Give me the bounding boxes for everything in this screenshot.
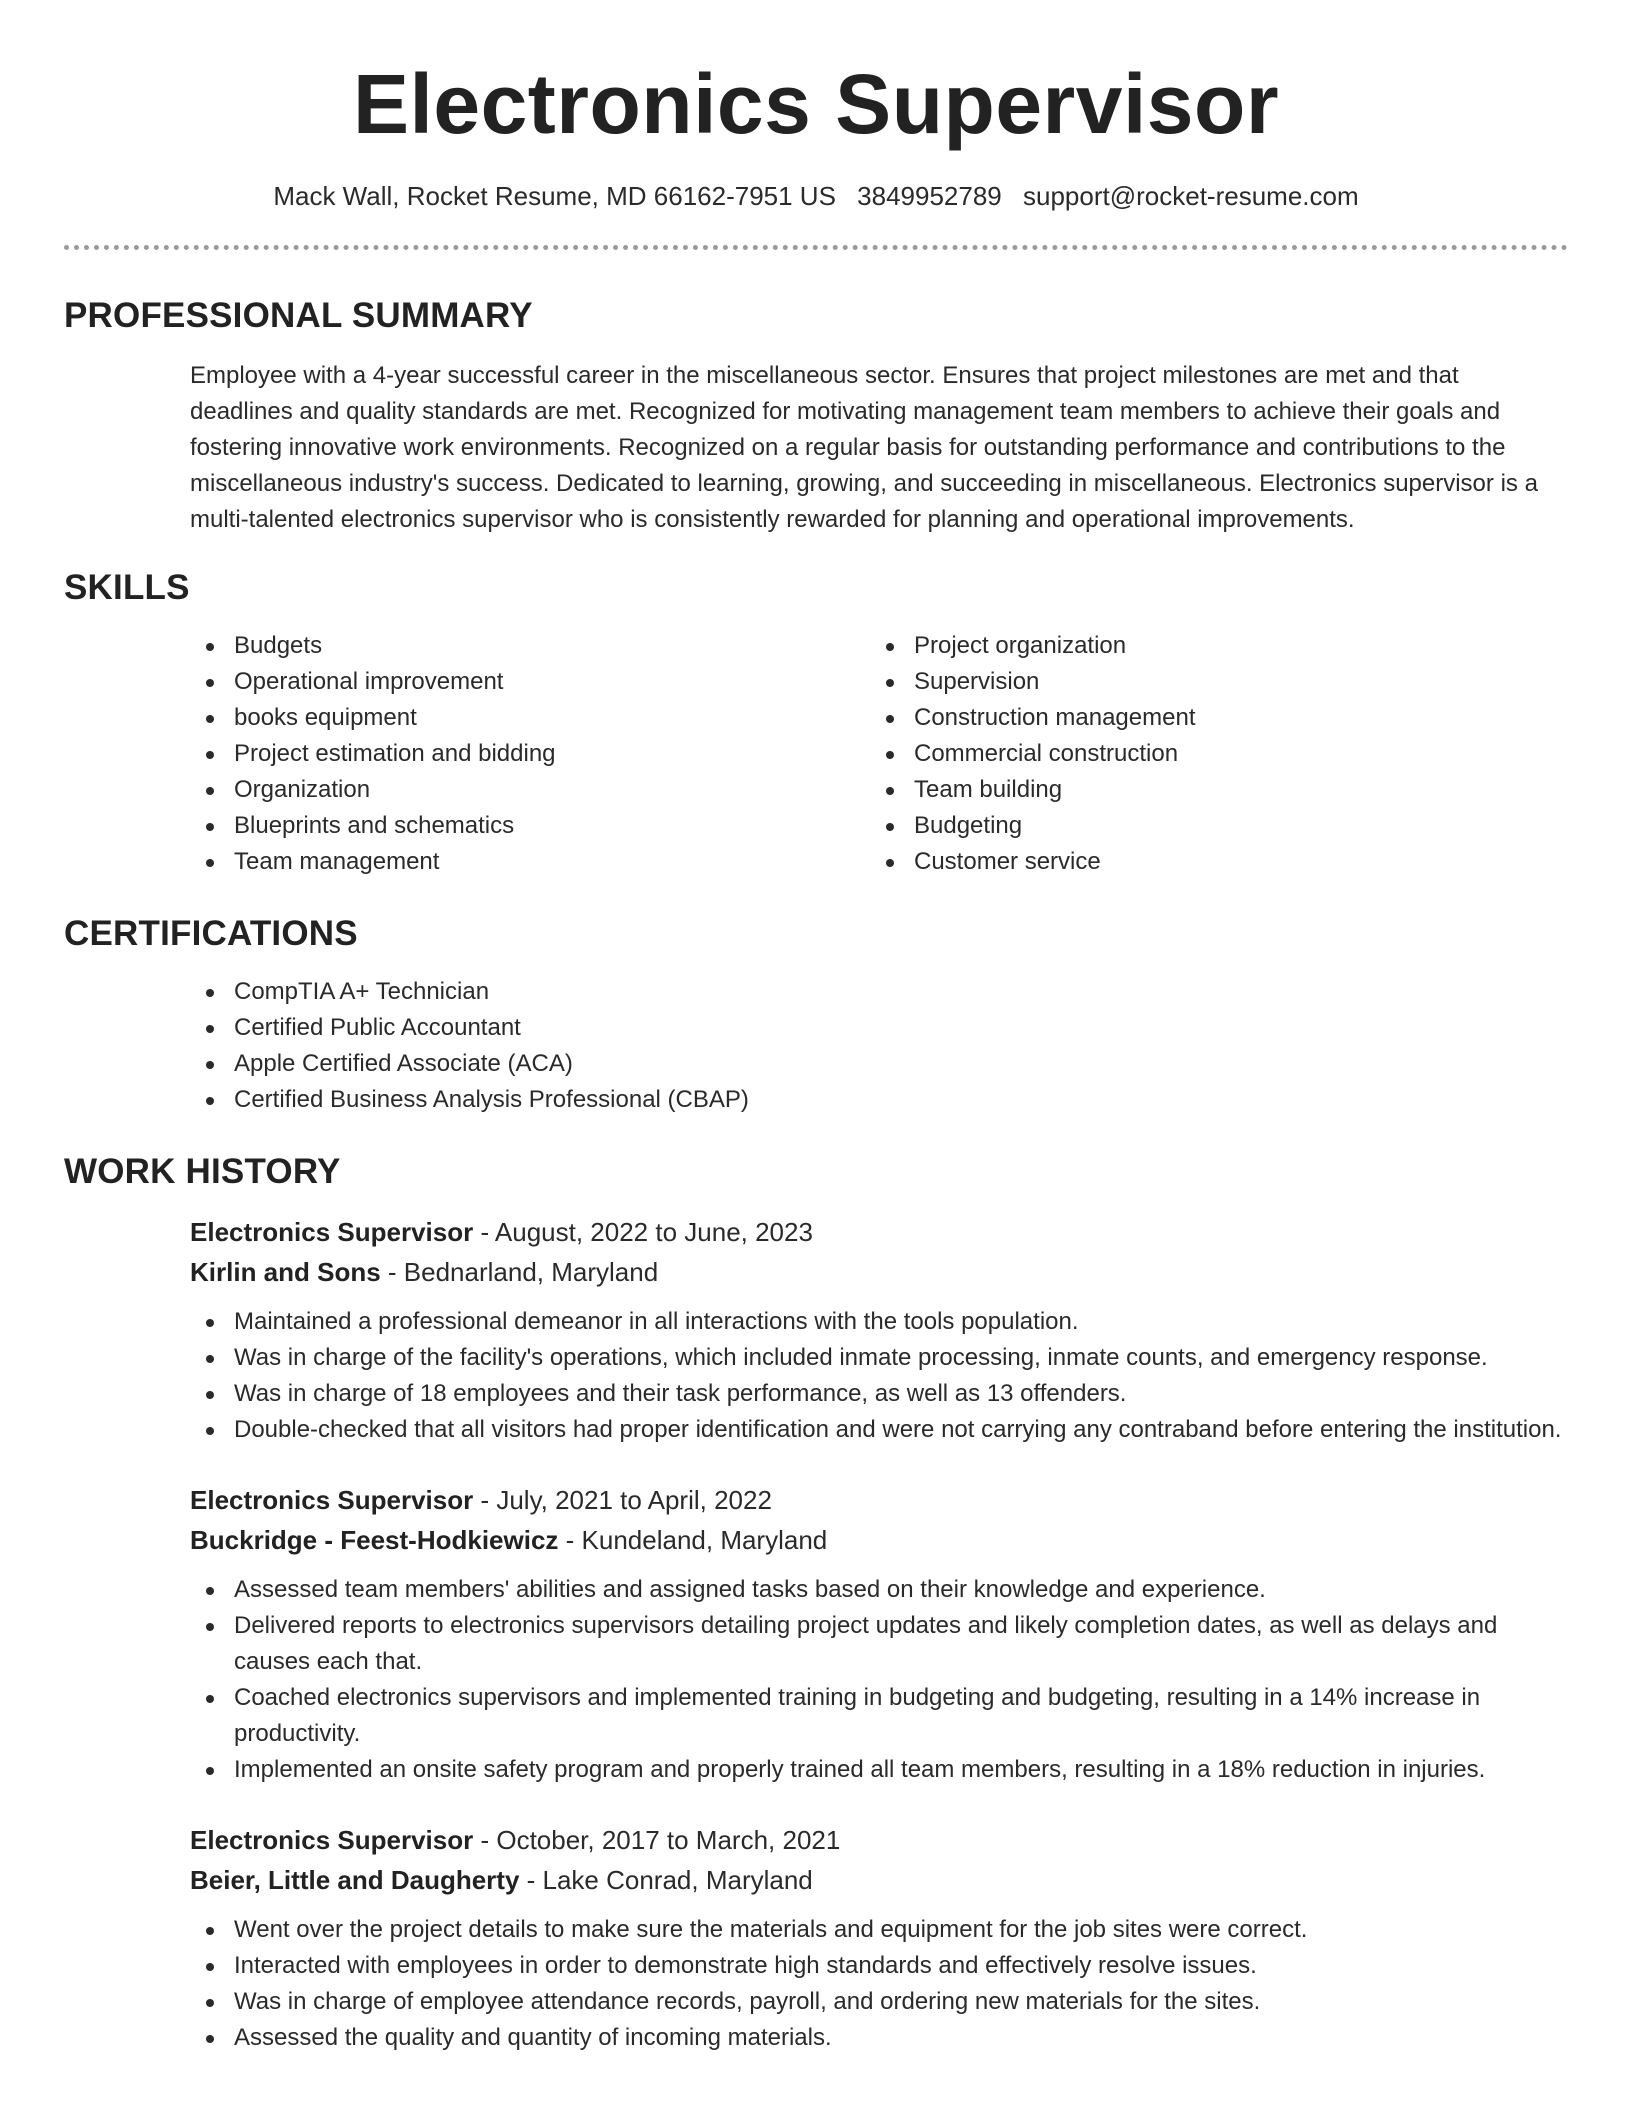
job-duty-item: Double-checked that all visitors had proper identification and were not carrying any contraband before entering the institution. bbox=[190, 1412, 1568, 1448]
skill-item: Organization bbox=[190, 772, 870, 808]
job-duty-item: Maintained a professional demeanor in all interactions with the tools population. bbox=[190, 1304, 1568, 1340]
skill-item: Operational improvement bbox=[190, 664, 870, 700]
skill-item: Budgeting bbox=[870, 808, 1550, 844]
job-entry bbox=[190, 1820, 1568, 2056]
job-duty-item: Coached electronics supervisors and implemented training in budgeting and budgeting, resulting in a 14% increase in productivity. bbox=[190, 1680, 1568, 1752]
job-duty-item: Implemented an onsite safety program and properly trained all team members, resulting in a 18% reduction in injuries. bbox=[190, 1752, 1568, 1788]
work-history-heading: WORK HISTORY bbox=[64, 1152, 341, 1191]
contact-phone: 3849952789 bbox=[857, 181, 1002, 211]
skills-grid bbox=[190, 628, 1568, 880]
certifications-heading: CERTIFICATIONS bbox=[64, 914, 358, 953]
certification-item: Certified Public Accountant bbox=[190, 1010, 1568, 1046]
job-title-line bbox=[190, 1480, 1568, 1520]
certifications-section bbox=[64, 912, 1568, 1118]
skill-item: Commercial construction bbox=[870, 736, 1550, 772]
job-location: - Bednarland, Maryland bbox=[380, 1257, 659, 1287]
skill-item: Construction management bbox=[870, 700, 1550, 736]
skills-list-right bbox=[870, 628, 1550, 880]
job-title-line bbox=[190, 1820, 1568, 1860]
job-duty-item: Assessed team members' abilities and assigned tasks based on their knowledge and experience. bbox=[190, 1572, 1568, 1608]
summary-text: Employee with a 4-year successful career in the miscellaneous sector. Ensures that project milestones are met and that deadlines and quality standards are met. Recognized for motivating management team members to achieve their goals and fostering innovative work environments. Recognized on a regular basis for outstanding performance and contributions to the miscellaneous industry's success. Dedicated to learning, growing, and succeeding in miscellaneous. Electronics supervisor is a multi-talented electronics supervisor who is consistently rewarded for planning and operational improvements. bbox=[190, 362, 1538, 533]
job-duty-item: Assessed the quality and quantity of incoming materials. bbox=[190, 2020, 1568, 2056]
job-title: Electronics Supervisor bbox=[190, 1217, 474, 1247]
job-duty-item: Interacted with employees in order to demonstrate high standards and effectively resolve issues. bbox=[190, 1948, 1568, 1984]
job-entry bbox=[190, 1480, 1568, 1788]
skill-item: Blueprints and schematics bbox=[190, 808, 870, 844]
job-duty-item: Was in charge of the facility's operations, which included inmate processing, inmate counts, and emergency response. bbox=[190, 1340, 1568, 1376]
contact-email: support@rocket-resume.com bbox=[1023, 181, 1359, 211]
summary-section bbox=[64, 294, 1568, 538]
job-company: Kirlin and Sons bbox=[190, 1257, 381, 1287]
skill-item: books equipment bbox=[190, 700, 870, 736]
job-title-line bbox=[190, 1212, 1568, 1252]
job-duty-item: Went over the project details to make sure the materials and equipment for the job sites were correct. bbox=[190, 1912, 1568, 1948]
job-duties-list bbox=[190, 1572, 1568, 1788]
summary-heading: PROFESSIONAL SUMMARY bbox=[64, 296, 533, 335]
job-duty-item: Was in charge of 18 employees and their task performance, as well as 13 offenders. bbox=[190, 1376, 1568, 1412]
contact-address: Mack Wall, Rocket Resume, MD 66162-7951 US bbox=[273, 181, 836, 211]
skill-item: Project estimation and bidding bbox=[190, 736, 870, 772]
skills-column-right bbox=[870, 628, 1550, 880]
certification-item: CompTIA A+ Technician bbox=[190, 974, 1568, 1010]
job-company-line bbox=[190, 1860, 1568, 1900]
skills-column-left bbox=[190, 628, 870, 880]
skills-section bbox=[64, 566, 1568, 880]
certification-item: Apple Certified Associate (ACA) bbox=[190, 1046, 1568, 1082]
job-title: Electronics Supervisor bbox=[190, 1825, 474, 1855]
skill-item: Budgets bbox=[190, 628, 870, 664]
contact-line bbox=[64, 179, 1568, 213]
job-dates: - October, 2017 to March, 2021 bbox=[473, 1825, 841, 1855]
skill-item: Project organization bbox=[870, 628, 1550, 664]
job-company: Beier, Little and Daugherty bbox=[190, 1865, 520, 1895]
resume-title: Electronics Supervisor bbox=[352, 57, 1280, 151]
skill-item: Team management bbox=[190, 844, 870, 880]
header-divider bbox=[64, 245, 1568, 250]
job-dates: - July, 2021 to April, 2022 bbox=[473, 1485, 772, 1515]
skill-item: Customer service bbox=[870, 844, 1550, 880]
job-location: - Lake Conrad, Maryland bbox=[519, 1865, 813, 1895]
job-duties-list bbox=[190, 1912, 1568, 2056]
job-entry bbox=[190, 1212, 1568, 1448]
job-dates: - August, 2022 to June, 2023 bbox=[473, 1217, 813, 1247]
job-title: Electronics Supervisor bbox=[190, 1485, 474, 1515]
job-company-line bbox=[190, 1252, 1568, 1292]
job-duty-item: Was in charge of employee attendance records, payroll, and ordering new materials for the sites. bbox=[190, 1984, 1568, 2020]
job-company-line bbox=[190, 1520, 1568, 1560]
job-company: Buckridge - Feest-Hodkiewicz bbox=[190, 1525, 559, 1555]
certification-item: Certified Business Analysis Professional (CBAP) bbox=[190, 1082, 1568, 1118]
job-location: - Kundeland, Maryland bbox=[558, 1525, 828, 1555]
skills-list-left bbox=[190, 628, 870, 880]
work-history-section bbox=[64, 1150, 1568, 2056]
job-duty-item: Delivered reports to electronics supervisors detailing project updates and likely completion dates, as well as delays and causes each that. bbox=[190, 1608, 1568, 1680]
skill-item: Supervision bbox=[870, 664, 1550, 700]
skill-item: Team building bbox=[870, 772, 1550, 808]
job-duties-list bbox=[190, 1304, 1568, 1448]
skills-heading: SKILLS bbox=[64, 568, 190, 607]
certifications-list bbox=[190, 974, 1568, 1118]
